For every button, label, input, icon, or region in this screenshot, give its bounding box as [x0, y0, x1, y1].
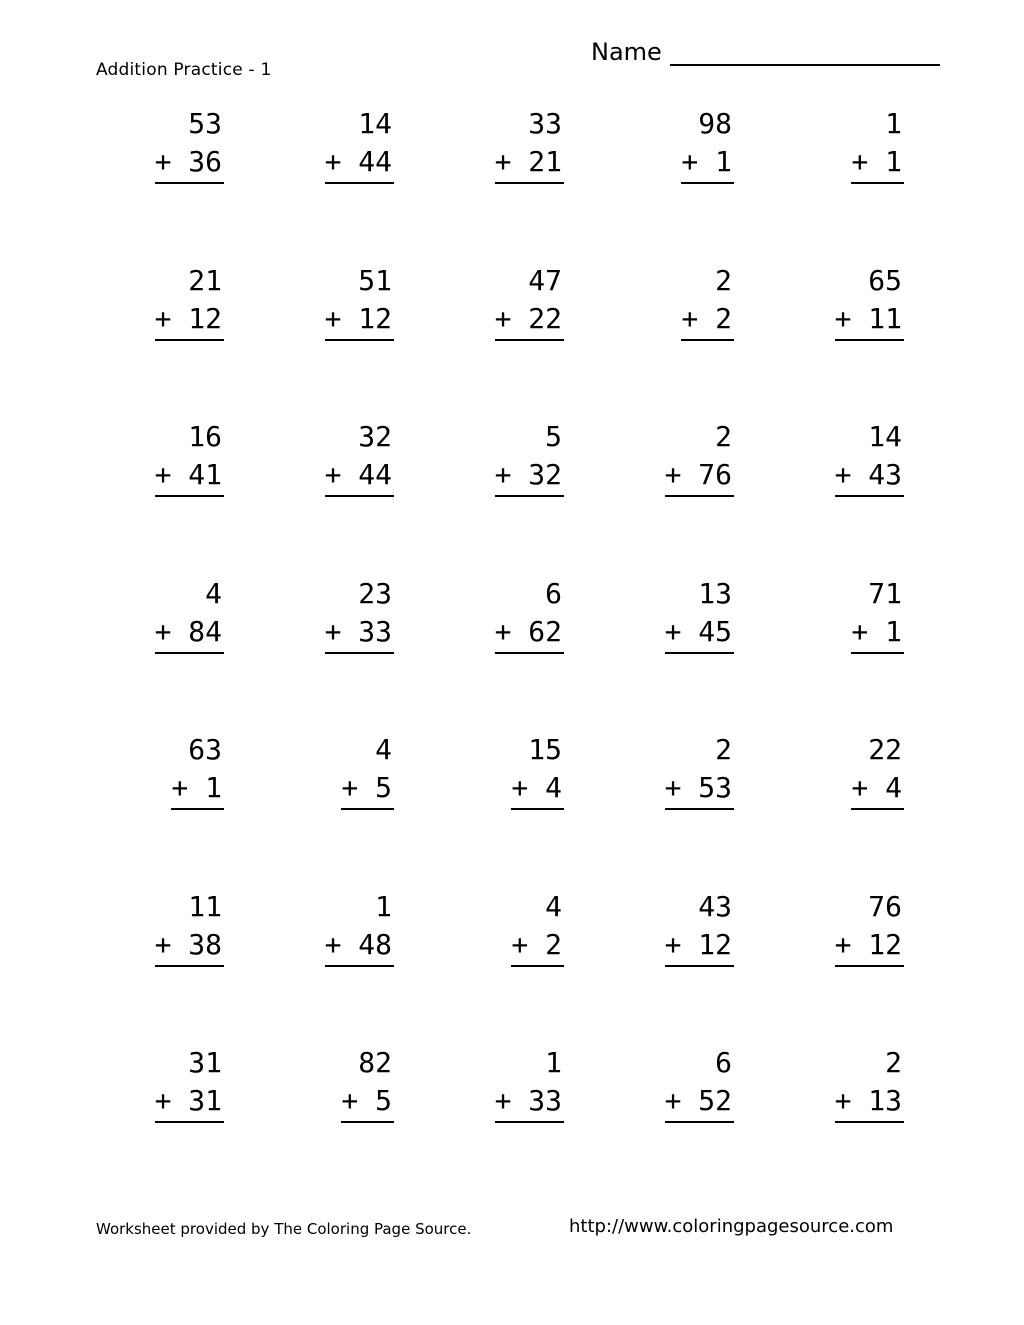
- plus-operator: +: [324, 928, 342, 961]
- plus-operator: +: [324, 615, 342, 648]
- addend-top: 2: [715, 264, 732, 297]
- plus-operator: +: [834, 302, 852, 335]
- plus-operator: +: [664, 615, 682, 648]
- plus-operator: +: [324, 302, 342, 335]
- addend-bottom: [851, 614, 904, 654]
- addend-bottom: [511, 927, 564, 967]
- addend-top: 76: [868, 890, 902, 923]
- addend-top: 31: [188, 1046, 222, 1079]
- addend-top: 53: [188, 107, 222, 140]
- plus-operator: +: [324, 145, 342, 178]
- addend-bottom-value: 1: [885, 615, 902, 648]
- addend-top: 51: [358, 264, 392, 297]
- addend-bottom: [851, 144, 904, 184]
- addend-bottom: [681, 144, 734, 184]
- plus-operator: +: [154, 1084, 172, 1117]
- addend-top: 21: [188, 264, 222, 297]
- addend-bottom-value: 31: [188, 1084, 222, 1117]
- addend-top: 4: [205, 577, 222, 610]
- plus-operator: +: [494, 145, 512, 178]
- name-label: Name: [591, 38, 662, 66]
- addend-bottom: [325, 927, 394, 967]
- plus-operator: +: [664, 771, 682, 804]
- addend-top: 1: [885, 107, 902, 140]
- addend-bottom: [665, 457, 734, 497]
- addend-bottom-value: 12: [698, 928, 732, 961]
- addend-bottom: [155, 301, 224, 341]
- addend-bottom: [325, 301, 394, 341]
- addend-bottom-value: 1: [885, 145, 902, 178]
- addend-top: 71: [868, 577, 902, 610]
- addend-top: 4: [375, 733, 392, 766]
- addend-bottom-value: 13: [868, 1084, 902, 1117]
- addend-top: 13: [698, 577, 732, 610]
- addend-bottom-value: 2: [715, 302, 732, 335]
- addend-top: 6: [545, 577, 562, 610]
- addend-bottom-value: 2: [545, 928, 562, 961]
- addend-top: 32: [358, 420, 392, 453]
- addend-bottom: [665, 614, 734, 654]
- addend-bottom: [341, 1083, 394, 1123]
- plus-operator: +: [154, 302, 172, 335]
- plus-operator: +: [154, 458, 172, 491]
- addend-bottom-value: 76: [698, 458, 732, 491]
- addend-bottom: [665, 1083, 734, 1123]
- plus-operator: +: [341, 771, 359, 804]
- addend-bottom: [155, 457, 224, 497]
- addend-bottom: [681, 301, 734, 341]
- addend-top: 65: [868, 264, 902, 297]
- addend-top: 2: [715, 420, 732, 453]
- plus-operator: +: [154, 928, 172, 961]
- addend-top: 14: [358, 107, 392, 140]
- addend-top: 33: [528, 107, 562, 140]
- addend-top: 47: [528, 264, 562, 297]
- addend-bottom: [835, 457, 904, 497]
- worksheet-title: Addition Practice - 1: [96, 60, 272, 80]
- addend-top: 82: [358, 1046, 392, 1079]
- addend-bottom: [341, 770, 394, 810]
- addend-bottom-value: 48: [358, 928, 392, 961]
- plus-operator: +: [341, 1084, 359, 1117]
- plus-operator: +: [494, 458, 512, 491]
- addend-top: 43: [698, 890, 732, 923]
- plus-operator: +: [834, 1084, 852, 1117]
- addend-bottom-value: 11: [868, 302, 902, 335]
- plus-operator: +: [664, 1084, 682, 1117]
- addend-bottom-value: 84: [188, 615, 222, 648]
- addend-bottom-value: 12: [188, 302, 222, 335]
- addend-bottom: [171, 770, 224, 810]
- addend-bottom: [835, 301, 904, 341]
- plus-operator: +: [681, 302, 699, 335]
- addend-top: 14: [868, 420, 902, 453]
- addend-bottom-value: 5: [375, 771, 392, 804]
- addend-bottom-value: 4: [885, 771, 902, 804]
- plus-operator: +: [834, 928, 852, 961]
- addend-bottom-value: 4: [545, 771, 562, 804]
- plus-operator: +: [494, 1084, 512, 1117]
- addend-bottom-value: 41: [188, 458, 222, 491]
- addend-bottom-value: 33: [358, 615, 392, 648]
- addend-top: 23: [358, 577, 392, 610]
- addend-top: 16: [188, 420, 222, 453]
- addend-top: 6: [715, 1046, 732, 1079]
- plus-operator: +: [324, 458, 342, 491]
- addend-bottom: [325, 144, 394, 184]
- addend-top: 2: [885, 1046, 902, 1079]
- addend-bottom: [835, 927, 904, 967]
- addend-bottom: [495, 301, 564, 341]
- plus-operator: +: [154, 145, 172, 178]
- name-blank-line[interactable]: [670, 38, 940, 66]
- addend-bottom-value: 38: [188, 928, 222, 961]
- addend-bottom-value: 5: [375, 1084, 392, 1117]
- plus-operator: +: [851, 771, 869, 804]
- addend-bottom: [325, 614, 394, 654]
- addend-bottom: [495, 614, 564, 654]
- addend-bottom: [155, 614, 224, 654]
- addend-bottom: [495, 1083, 564, 1123]
- addend-bottom-value: 32: [528, 458, 562, 491]
- plus-operator: +: [851, 615, 869, 648]
- addend-bottom: [835, 1083, 904, 1123]
- addend-bottom-value: 22: [528, 302, 562, 335]
- plus-operator: +: [664, 928, 682, 961]
- addend-bottom: [511, 770, 564, 810]
- addend-top: 2: [715, 733, 732, 766]
- plus-operator: +: [834, 458, 852, 491]
- addend-bottom-value: 52: [698, 1084, 732, 1117]
- plus-operator: +: [171, 771, 189, 804]
- addend-top: 4: [545, 890, 562, 923]
- addend-top: 98: [698, 107, 732, 140]
- addend-bottom: [155, 144, 224, 184]
- addend-top: 11: [188, 890, 222, 923]
- plus-operator: +: [494, 615, 512, 648]
- plus-operator: +: [681, 145, 699, 178]
- footer-credit: Worksheet provided by The Coloring Page Source.: [96, 1220, 472, 1238]
- addend-bottom: [851, 770, 904, 810]
- addend-bottom-value: 12: [868, 928, 902, 961]
- addend-top: 63: [188, 733, 222, 766]
- addend-bottom-value: 21: [528, 145, 562, 178]
- plus-operator: +: [154, 615, 172, 648]
- addend-bottom: [155, 1083, 224, 1123]
- addend-bottom-value: 33: [528, 1084, 562, 1117]
- addend-bottom: [665, 927, 734, 967]
- addend-bottom-value: 43: [868, 458, 902, 491]
- addend-bottom: [665, 770, 734, 810]
- footer-url[interactable]: http://www.coloringpagesource.com: [569, 1216, 894, 1237]
- addend-top: 1: [545, 1046, 562, 1079]
- plus-operator: +: [851, 145, 869, 178]
- addend-bottom-value: 53: [698, 771, 732, 804]
- addend-top: 15: [528, 733, 562, 766]
- addend-bottom-value: 44: [358, 458, 392, 491]
- plus-operator: +: [511, 928, 529, 961]
- addend-bottom: [325, 457, 394, 497]
- addend-bottom-value: 36: [188, 145, 222, 178]
- addend-bottom: [495, 457, 564, 497]
- name-field[interactable]: [591, 38, 940, 66]
- addend-bottom-value: 44: [358, 145, 392, 178]
- plus-operator: +: [494, 302, 512, 335]
- addend-bottom: [495, 144, 564, 184]
- addend-bottom-value: 62: [528, 615, 562, 648]
- addend-bottom-value: 1: [715, 145, 732, 178]
- plus-operator: +: [664, 458, 682, 491]
- addend-bottom: [155, 927, 224, 967]
- addend-bottom-value: 45: [698, 615, 732, 648]
- addend-bottom-value: 12: [358, 302, 392, 335]
- plus-operator: +: [511, 771, 529, 804]
- addend-top: 5: [545, 420, 562, 453]
- addend-top: 22: [868, 733, 902, 766]
- addend-bottom-value: 1: [205, 771, 222, 804]
- addend-top: 1: [375, 890, 392, 923]
